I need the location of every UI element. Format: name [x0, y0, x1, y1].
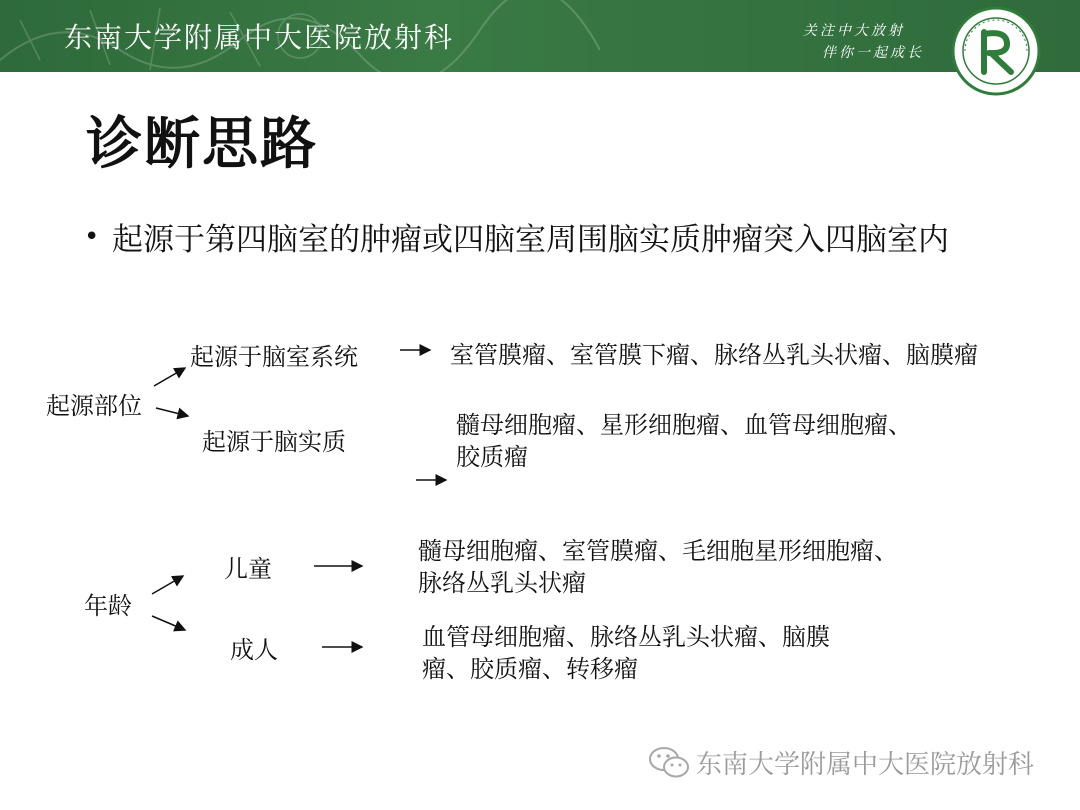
- age-adult-result-line1: 血管母细胞瘤、脉络丛乳头状瘤、脑膜: [422, 623, 830, 651]
- slogan-line-2: 伴你一起成长: [822, 45, 924, 61]
- header-banner: [0, 0, 1080, 72]
- age-label: 年龄: [84, 592, 132, 620]
- wechat-watermark: [648, 744, 1034, 781]
- arrow-origin-to-parenchyma: [156, 408, 188, 416]
- origin-parenchyma-result-line2: 胶质瘤: [456, 443, 528, 471]
- arrow-age-to-adult: [152, 616, 185, 630]
- age-adult-result-line2: 瘤、胶质瘤、转移瘤: [422, 655, 638, 683]
- origin-ventricle-label: 起源于脑室系统: [190, 343, 358, 371]
- arrow-age-to-child: [152, 576, 183, 594]
- origin-label: 起源部位: [46, 392, 142, 420]
- slogan-line-1: 关注中大放射: [803, 23, 905, 39]
- slide-heading: 诊断思路: [86, 112, 318, 177]
- arrow-origin-to-ventricle: [154, 368, 185, 386]
- age-child-label: 儿童: [224, 555, 272, 583]
- age-adult-label: 成人: [230, 636, 278, 664]
- hospital-department-title: 东南大学附属中大医院放射科: [64, 21, 455, 54]
- origin-parenchyma-label: 起源于脑实质: [202, 428, 346, 456]
- age-child-result-line2: 脉络丛乳头状瘤: [418, 569, 586, 597]
- origin-ventricle-result: 室管膜瘤、室管膜下瘤、脉络丛乳头状瘤、脑膜瘤: [450, 341, 978, 369]
- age-child-result-line1: 髓母细胞瘤、室管膜瘤、毛细胞星形细胞瘤、: [418, 537, 898, 565]
- wechat-icon: [648, 745, 690, 781]
- bullet-marker: •: [84, 222, 100, 252]
- watermark-text: 东南大学附属中大医院放射科: [696, 750, 1035, 780]
- origin-parenchyma-result-line1: 髓母细胞瘤、星形细胞瘤、血管母细胞瘤、: [456, 411, 912, 439]
- bullet-text: 起源于第四脑室的肿瘤或四脑室周围脑实质肿瘤突入四脑室内: [112, 222, 949, 258]
- hospital-logo-icon: [951, 6, 1041, 96]
